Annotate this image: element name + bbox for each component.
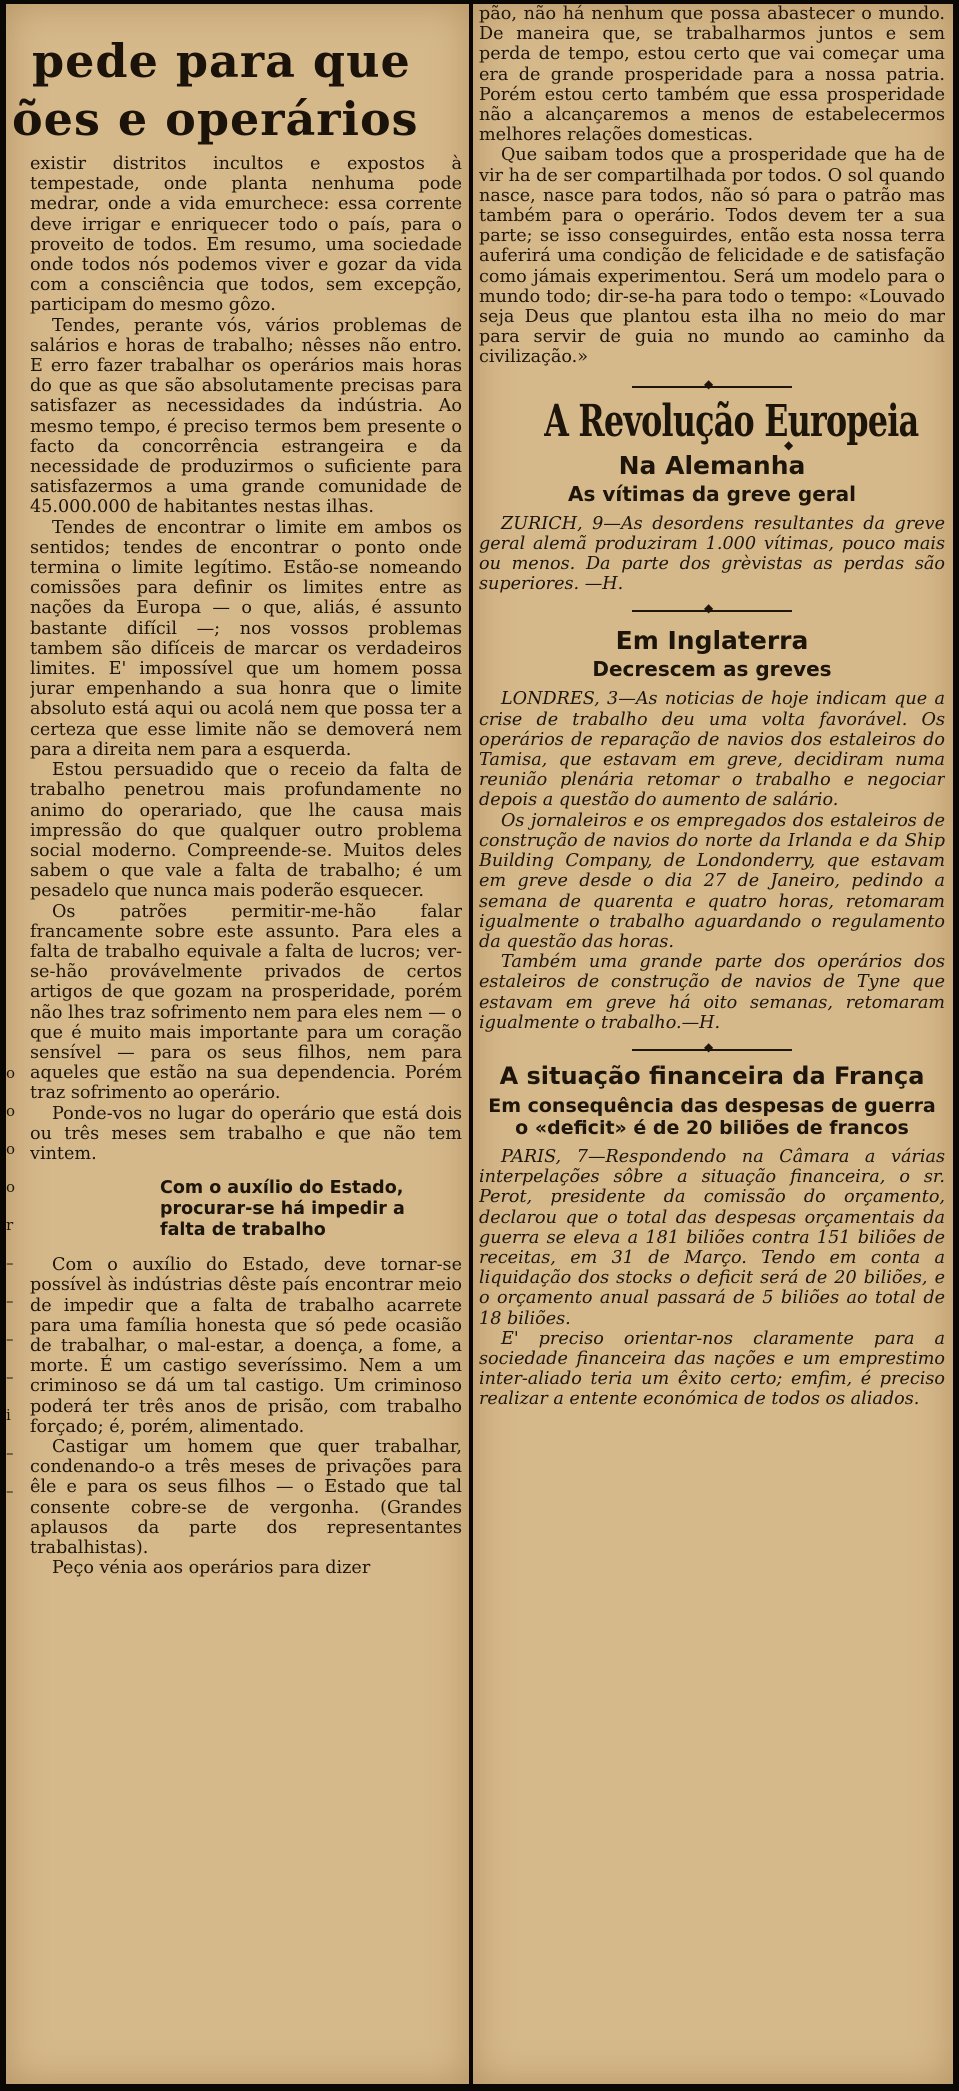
margin-marks: [6, 1054, 24, 1510]
separator-rule: [632, 1049, 792, 1051]
paragraph: pão, não há nenhum que possa abastecer o mundo. De maneira que, se trabalharmos juntos e sem perda de tempo, estou certo que vai começar uma era de grande prosperidade para a nossa patria. Porém estou certo também que essa prosperidade não a alcançaremos a menos de estabelecermos melhores relações domesticas.: [479, 4, 945, 146]
margin-mark: o: [6, 1140, 16, 1158]
section-heading-france: A situação financeira da França: [499, 1061, 925, 1090]
news-item: E' preciso orientar-nos claramente para a sociedade financeira das nações e um emprestimo inter-aliado teria um êxito certo; emfim, é preciso realizar a entente económica de todos os aliados.: [479, 1328, 945, 1410]
paragraph: Os patrões permitir-me-hão falar francamente sobre este assunto. Para eles a falta de trabalho equivale a falta de lucros; ver-se-hão provávelmente privados de certos artigos de que gozam na prosperidade, porém não lhes traz sofrimento nem para eles nem — o que é muito mais importante para um coração sensível — para os seus filhos, nem para aqueles que estão na sua dependencia. Porém traz sofrimento ao operário.: [30, 901, 462, 1104]
margin-mark: –: [6, 1444, 14, 1462]
margin-mark: i: [6, 1406, 11, 1424]
news-item: PARIS, 7—Respondendo na Câmara a várias interpelações sôbre a situação financeira, o sr. Perot, presidente da comissão do orçamento, declarou que o total das despesas orçamentais da guerra se eleva a 181 biliões contra 151 biliões de receitas, em 31 de Março. Tendo em conta a liquidação dos stocks o deficit será de 20 biliões, e o orçamento anual passará de 5 biliões ao total de 18 biliões.: [479, 1146, 945, 1329]
paragraph: Peço vénia aos operários para dizer: [52, 1558, 371, 1579]
margin-mark: –: [6, 1254, 14, 1272]
paragraph: Com o auxílio do Estado, deve tornar-se possível às indústrias dêste país encontrar meio de impedir que a falta de trabalho acarrete para uma família honesta que só pede ocasião de trabalhar, o mal-estar, a doença, a fome, a morte. É um castigo severíssimo. Nem a um criminoso se dá um tal castigo. Um criminoso poderá ter três anos de prisão, com trabalho forçado; é, porém, alimentado.: [30, 1255, 462, 1437]
separator-rule: [632, 610, 792, 612]
right-article-body: [479, 4, 945, 1410]
subheading: Com o auxílio do Estado, procurar-se há impedir a falta de trabalho: [160, 1178, 405, 1241]
margin-mark: o: [6, 1102, 16, 1120]
title-line-2: ões e operários: [12, 92, 419, 146]
news-item: Também uma grande parte dos operários dos estaleiros de construção de navios de Tyne que estavam em greve há oito semanas, retomaram igualmente o trabalho.—H.: [479, 952, 945, 1033]
margin-mark: –: [6, 1292, 14, 1310]
section-heading-germany: Na Alemanha: [618, 450, 806, 480]
separator-rule: [632, 386, 792, 388]
section-subheading-france: Em consequência das despesas de guerra o «deficit» é de 20 biliões de francos: [488, 1094, 936, 1139]
paragraph: Castigar um homem que quer trabalhar, condenando-o a três meses de privações para êle e para os seus filhos — o Estado que tal consente cobre-se de vergonha. (Grandes aplausos da parte dos representantes trabalhistas).: [30, 1436, 462, 1558]
margin-mark: –: [6, 1368, 14, 1386]
left-clipping: [6, 4, 469, 2084]
paragraph: Tendes de encontrar o limite em ambos os sentidos; tendes de encontrar o ponto onde termina o limite legítimo. Estão-se nomeando comissões para definir os limites entre as nações da Europa — o que, aliás, é assunto bastante difícil —; nos vossos problemas tambem são difíceis de marcar os verdadeiros limites. E' impossível que um homem possa jurar empenhando a sua honra que o limite absoluto está aqui ou acolá nem que possa ter a certeza que esse limite não se demoverá nem para a direita nem para a esquerda.: [30, 517, 462, 760]
paragraph: Estou persuadido que o receio da falta de trabalho penetrou mais profundamente no animo do operariado, que lhe causa mais impressão do que qualquer outro problema social moderno. Compreende-se. Muitos deles sabem o que vale a falta de trabalho; é um pesadelo que nunca mais poderão esquecer.: [30, 760, 462, 902]
right-clipping: [473, 4, 953, 2084]
section-heading-england: Em Inglaterra: [615, 626, 809, 656]
paragraph: existir distritos incultos e expostos à tempestade, onde planta nenhuma pode medrar, onde a vida emurchece: essa corrente deve irrigar e enriquecer todo o país, para o proveito de todos. Em resumo, uma sociedade onde todos nós podemos viver e gozar da vida com a consciência que todos, sem excepção, participam do mesmo gôzo.: [30, 154, 462, 316]
news-item: LONDRES, 3—As noticias de hoje indicam que a crise de trabalho deu uma volta favorável. Os operários de reparação de navios dos estaleiros do Tamisa, que estavam em greve, decidiram numa reunião plenária retomar o trabalho e negociar depois a questão do aumento de salário.: [479, 689, 945, 811]
section-subheading-germany: As vítimas da greve geral: [567, 481, 857, 506]
paragraph: Ponde-vos no lugar do operário que está dois ou três meses sem trabalho e que não tem vintem.: [30, 1103, 462, 1164]
left-article-body: [30, 154, 462, 1578]
news-item: ZURICH, 9—As desordens resultantes da greve geral alemã produziram 1.000 vítimas, pouco mais ou menos. Da parte dos grèvistas as perdas são superiores. —H.: [479, 513, 945, 595]
margin-mark: o: [6, 1178, 16, 1196]
paragraph: Que saibam todos que a prosperidade que ha de vir ha de ser compartilhada por todos. O sol quando nasce, nasce para todos, não só para o patrão mas também para o operário. Todos devem ter a sua parte; se isso conseguirdes, então esta nossa terra auferirá uma condição de felicidade e de satisfação como jámais experimentou. Será um modelo para o mundo todo; dir-se-ha para todo o tempo: «Louvado seja Deus que plantou esta ilha no meio do mar para servir de guia no mundo ao caminho da civilização.»: [479, 145, 945, 368]
main-heading: A Revolução Europeia: [544, 395, 919, 447]
paragraph: Tendes, perante vós, vários problemas de salários e horas de trabalho; nêsses não entro. E erro fazer trabalhar os operários mais horas do que as que são absolutamente precisas para satisfazer as necessidades da indústria. Ao mesmo tempo, é preciso termos bem presente o facto da concorrência estrangeira e da necessidade de produzirmos o suficiente para satisfazermos a uma grande comunidade de 45.000.000 de habitantes nestas ilhas.: [30, 315, 462, 518]
section-subheading-england: Decrescem as greves: [592, 657, 832, 682]
margin-mark: o: [6, 1064, 16, 1082]
margin-mark: –: [6, 1482, 14, 1500]
news-item: Os jornaleiros e os empregados dos estaleiros de construção de navios do norte da Irlanda e da Ship Building Company, de Londonderry, que estavam em greve desde o dia 27 de Janeiro, pedindo a semana de quarenta e quatro horas, retomaram igualmente o trabalho aguardando o regulamento da questão das horas.: [479, 810, 945, 952]
margin-mark: r: [6, 1216, 14, 1234]
margin-mark: –: [6, 1330, 14, 1348]
title-line-1: pede para que: [32, 34, 411, 88]
